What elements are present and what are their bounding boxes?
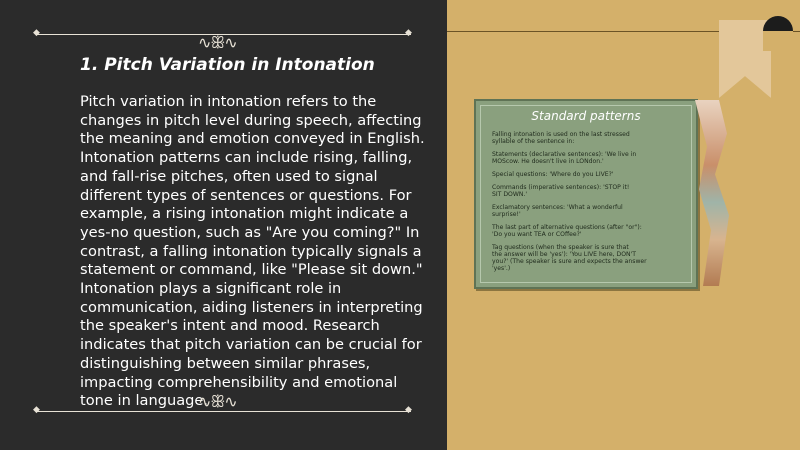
card-line: Falling intonation is used on the last stressed xyxy=(492,131,630,138)
card-line: Special questions: 'Where do you LIVE?' xyxy=(492,171,614,178)
slide-body-text: Pitch variation in intonation refers to the changes in pitch level during speech, affecting the meaning and emotion conveyed in English. Intonation patterns can include rising, falling, and fall-rise pitches, often used to signal different types of sentences or questions. For example, a rising intonation might indicate a yes-no question, such as "Are you coming?" In contrast, a falling intonation typically signals a statement or command, like "Please sit down." Intonation plays a significant role in communication, aiding listeners in interpreting the speaker's intent and mood. Research indicates that pitch variation can be crucial for distinguishing between similar phrases, impacting comprehensibility and emotional tone in language. xyxy=(80,93,425,410)
card-line: surprise!' xyxy=(492,211,521,218)
card-line: Exclamatory sentences: 'What a wonderful xyxy=(492,204,623,211)
card-title: Standard patterns xyxy=(531,109,641,123)
card-line: MOScow. He doesn't live in LONdon.' xyxy=(492,158,604,165)
card-line: 'yes'.) xyxy=(492,265,511,272)
image-panel xyxy=(447,0,800,450)
top-divider-left-cap: ◆ xyxy=(33,28,40,38)
card-line: 'Do you want TEA or COffee?' xyxy=(492,231,582,238)
ribbon-curl-mask xyxy=(763,31,793,51)
slide-title: 1. Pitch Variation in Intonation xyxy=(80,55,375,75)
top-divider-right-cap: ◆ xyxy=(405,28,412,38)
standard-patterns-image xyxy=(474,99,698,289)
card-line: Tag questions (when the speaker is sure that xyxy=(492,244,629,251)
card-line: syllable of the sentence in: xyxy=(492,138,575,145)
bottom-ornament: ∿ꕥ∿ xyxy=(198,392,237,411)
card-line: you?' (The speaker is sure and expects the answer xyxy=(492,258,647,265)
card-line: The last part of alternative questions (after "or"): xyxy=(492,224,642,231)
bottom-divider xyxy=(36,411,411,412)
card-line: Statements (declarative sentences): 'We live in xyxy=(492,151,637,158)
bottom-divider-left-cap: ◆ xyxy=(33,405,40,415)
card-line: Commands (imperative sentences): 'STOP it! xyxy=(492,184,630,191)
card-line: the answer will be 'yes'): 'You LIVE here, DON'T xyxy=(492,251,636,258)
card-line: SIT DOWN.' xyxy=(492,191,528,198)
top-ornament: ∿ꕥ∿ xyxy=(198,33,237,52)
bottom-divider-right-cap: ◆ xyxy=(405,405,412,415)
